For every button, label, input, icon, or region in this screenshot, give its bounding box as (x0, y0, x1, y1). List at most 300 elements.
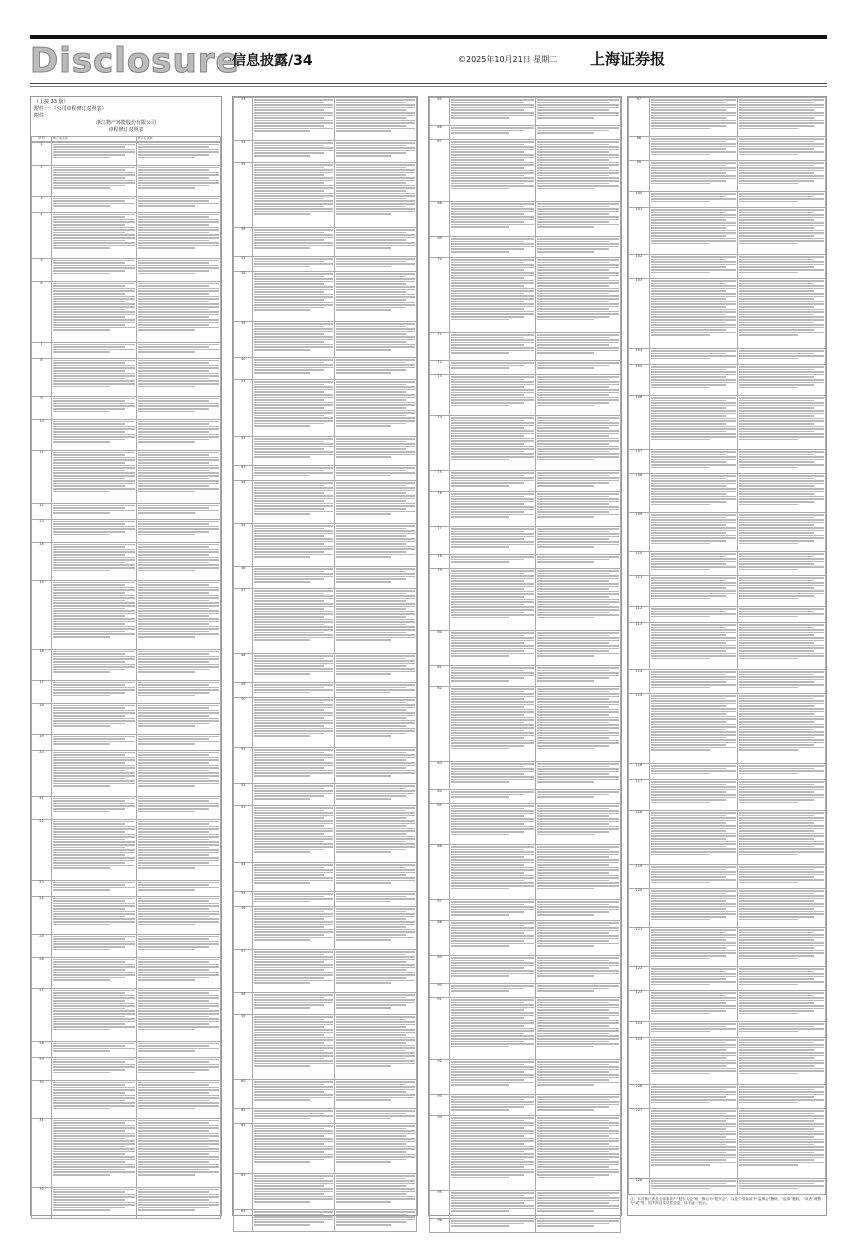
text-line (53, 1102, 135, 1104)
row-index: 100 (629, 192, 650, 208)
text-line (138, 666, 220, 668)
text-line (53, 589, 135, 591)
text-line (336, 882, 391, 884)
text-line (537, 211, 619, 213)
text-line (254, 443, 333, 445)
clause-after (136, 957, 221, 988)
clause-after (535, 900, 620, 921)
row-index: 78 (430, 555, 450, 569)
text-line (651, 193, 736, 195)
text-line (451, 606, 533, 608)
text-line (651, 428, 736, 430)
text-line (651, 976, 736, 978)
text-line (336, 323, 415, 325)
text-line (138, 324, 210, 326)
text-line (336, 1175, 415, 1177)
text-line (537, 575, 619, 577)
text-line (739, 802, 799, 804)
text-line (537, 1171, 619, 1173)
clause-after (335, 1174, 417, 1210)
text-line (739, 1039, 824, 1041)
text-line (537, 862, 619, 864)
text-line (254, 152, 323, 154)
clause-before (52, 212, 137, 258)
text-line (53, 847, 125, 849)
text-line (739, 642, 814, 644)
table-row (234, 863, 417, 892)
clause-after (737, 1038, 825, 1085)
text-line (537, 985, 619, 987)
text-line (336, 167, 405, 169)
clause-before (649, 450, 737, 474)
text-line (739, 679, 824, 681)
text-line (651, 288, 736, 290)
text-line (739, 835, 824, 837)
text-line (138, 977, 210, 979)
text-line (739, 812, 824, 814)
text-line (138, 671, 195, 673)
text-line (739, 225, 824, 227)
text-line (739, 1110, 824, 1112)
text-line (739, 611, 814, 613)
text-line (138, 247, 195, 249)
text-line (651, 655, 736, 657)
text-line (53, 403, 135, 405)
text-line (537, 943, 619, 945)
text-line (336, 291, 405, 293)
text-line (739, 170, 824, 172)
text-line (336, 918, 405, 920)
text-line (254, 1201, 309, 1203)
text-line (651, 433, 736, 435)
text-line (254, 333, 323, 335)
text-line (138, 992, 210, 994)
text-line (651, 109, 726, 111)
text-line (651, 461, 726, 463)
text-line (537, 815, 610, 817)
text-line (651, 797, 736, 799)
row-index: 17 (32, 680, 52, 703)
text-line (53, 865, 135, 867)
text-line (537, 580, 610, 582)
text-line (451, 288, 533, 290)
text-line (53, 805, 135, 807)
text-line (336, 467, 415, 469)
text-line (336, 576, 415, 578)
text-line (138, 664, 220, 666)
clause-after (737, 1022, 825, 1038)
text-line (537, 285, 610, 287)
text-line (336, 344, 415, 346)
text-line (53, 1171, 135, 1173)
text-line (451, 425, 533, 427)
text-line (254, 934, 323, 936)
text-line (739, 952, 824, 954)
text-line (451, 808, 524, 810)
text-line (739, 1000, 824, 1002)
text-line (336, 417, 415, 419)
text-line (336, 1198, 415, 1200)
text-line (336, 1032, 415, 1034)
table-row (234, 1174, 417, 1210)
clause-after (535, 333, 620, 361)
text-line (651, 937, 736, 939)
row-index: 79 (430, 569, 450, 631)
text-line (651, 238, 736, 240)
text-line (537, 290, 619, 292)
text-line (336, 211, 415, 213)
text-line (53, 1089, 135, 1091)
text-line (336, 1034, 405, 1036)
row-index: 47 (234, 589, 253, 654)
text-line (138, 472, 220, 474)
text-line (254, 273, 333, 275)
text-line (138, 523, 210, 525)
text-line (651, 1052, 736, 1054)
text-line (739, 1144, 814, 1146)
text-line (739, 830, 814, 832)
text-line (451, 1223, 524, 1225)
text-line (451, 856, 524, 858)
text-line (138, 362, 210, 364)
table-row (629, 1109, 826, 1179)
table-row (32, 988, 221, 1041)
text-line (651, 493, 726, 495)
row-index: 64 (234, 1210, 253, 1232)
text-line (651, 240, 736, 242)
text-line (739, 322, 814, 324)
text-line (537, 130, 610, 132)
text-line (451, 1200, 533, 1202)
text-line (336, 391, 405, 393)
text-line (537, 1146, 619, 1148)
text-line (451, 384, 533, 386)
clause-after (535, 1060, 620, 1095)
text-line (739, 496, 824, 498)
text-line (651, 212, 726, 214)
text-line (739, 102, 814, 104)
text-line (537, 831, 610, 833)
text-line (53, 918, 135, 920)
text-line (537, 609, 619, 611)
text-line (451, 151, 524, 153)
text-line (254, 812, 333, 814)
text-line (537, 945, 595, 947)
text-line (336, 658, 405, 660)
text-line (336, 807, 415, 809)
text-line (138, 1043, 220, 1045)
text-line (739, 976, 824, 978)
text-line (537, 1220, 619, 1222)
text-line (537, 251, 595, 253)
text-line (451, 206, 524, 208)
text-line (451, 1122, 533, 1124)
text-line (739, 729, 814, 731)
text-line (138, 1122, 210, 1124)
text-line (53, 426, 135, 428)
text-line (537, 653, 619, 655)
text-line (739, 851, 824, 853)
text-line (336, 671, 415, 673)
clause-before (253, 993, 335, 1015)
text-line (451, 475, 524, 477)
text-line (537, 1007, 619, 1009)
text-line (336, 1063, 415, 1065)
text-line (336, 1143, 405, 1145)
text-line (138, 1120, 220, 1122)
clause-before (649, 208, 737, 255)
text-line (138, 1072, 195, 1074)
text-line (138, 831, 210, 833)
text-line (336, 438, 415, 440)
text-line (336, 1188, 415, 1190)
text-line (739, 739, 824, 741)
text-line (451, 834, 509, 836)
text-line (336, 621, 415, 623)
text-line (254, 1224, 309, 1226)
text-line (336, 185, 415, 187)
text-line (254, 283, 323, 285)
table-row (430, 1095, 621, 1116)
text-line (336, 1047, 415, 1049)
text-line (138, 918, 220, 920)
text-line (537, 1061, 619, 1063)
text-line (336, 951, 415, 953)
text-line (53, 849, 135, 851)
text-line (537, 650, 610, 652)
text-line (254, 1060, 333, 1062)
text-line (739, 705, 814, 707)
text-line (651, 1091, 736, 1093)
text-line (53, 1108, 110, 1110)
text-line (739, 198, 824, 200)
row-index: 6 (32, 281, 52, 342)
text-line (537, 496, 610, 498)
text-line (138, 431, 210, 433)
text-line (739, 269, 824, 271)
clause-before (450, 1060, 535, 1095)
text-line (336, 1058, 405, 1060)
text-line (451, 246, 533, 248)
text-line (451, 112, 533, 114)
clause-before (253, 1210, 335, 1232)
text-line (53, 1105, 135, 1107)
text-line (138, 1095, 220, 1097)
text-line (336, 956, 415, 958)
row-index: 5 (32, 258, 52, 281)
text-line (537, 768, 619, 770)
text-line (138, 378, 210, 380)
text-line (254, 278, 333, 280)
text-line (739, 240, 824, 242)
row-index: 3 (32, 196, 52, 212)
text-line (336, 1135, 405, 1137)
text-line (53, 324, 125, 326)
table-row (234, 1210, 417, 1232)
table-title: 章程修订对照表 (108, 127, 144, 133)
text-line (651, 958, 711, 960)
text-line (53, 1159, 135, 1161)
text-line (254, 1178, 323, 1180)
text-line (451, 350, 533, 352)
text-line (138, 311, 220, 313)
text-line (254, 611, 333, 613)
text-line (451, 763, 533, 765)
text-line (254, 833, 323, 835)
text-line (537, 938, 619, 940)
text-line (651, 681, 726, 683)
clause-after (335, 1015, 417, 1080)
text-line (739, 942, 824, 944)
text-line (138, 589, 220, 591)
text-line (53, 1169, 125, 1171)
text-line (138, 669, 210, 671)
text-line (254, 1065, 309, 1067)
text-line (53, 167, 135, 169)
text-line (739, 296, 824, 298)
text-line (451, 264, 533, 266)
text-line (254, 420, 333, 422)
clause-after (335, 380, 417, 437)
row-index: 66 (430, 126, 450, 140)
text-line (739, 319, 824, 321)
clause-after (737, 670, 825, 694)
text-line (451, 1106, 524, 1108)
text-line (138, 457, 220, 459)
text-line (451, 730, 524, 732)
text-line (53, 454, 125, 456)
table-row (430, 1219, 621, 1233)
text-line (451, 337, 524, 339)
text-line (53, 169, 125, 171)
text-line (451, 650, 524, 652)
text-line (254, 924, 333, 926)
text-line (138, 911, 220, 913)
clause-before (52, 1041, 137, 1057)
row-index: 124 (629, 1022, 650, 1038)
text-line (254, 1141, 333, 1143)
clause-before (649, 513, 737, 552)
text-line (739, 797, 824, 799)
text-line (336, 1138, 415, 1140)
text-line (537, 1197, 619, 1199)
text-line (651, 1126, 736, 1128)
text-line (651, 1065, 726, 1067)
clause-before (253, 1124, 335, 1174)
text-line (138, 554, 210, 556)
text-line (537, 1002, 610, 1004)
clause-after (136, 281, 221, 342)
text-line (537, 448, 619, 450)
text-line (138, 865, 220, 867)
clause-after (535, 687, 620, 762)
text-line (336, 600, 405, 602)
text-line (254, 1021, 333, 1023)
text-line (336, 1161, 391, 1163)
text-line (53, 1013, 135, 1015)
text-line (254, 939, 309, 941)
text-line (739, 1102, 799, 1104)
text-line (537, 740, 619, 742)
table-row (430, 416, 621, 471)
text-line (537, 1117, 619, 1119)
text-line (53, 329, 110, 331)
text-line (138, 610, 220, 612)
text-line (53, 351, 110, 353)
text-line (651, 1026, 726, 1028)
text-line (53, 1122, 125, 1124)
text-line (336, 959, 415, 961)
text-line (451, 528, 533, 530)
text-line (651, 869, 726, 871)
text-line (739, 1157, 824, 1159)
text-line (53, 798, 135, 800)
text-line (451, 208, 533, 210)
text-line (739, 483, 824, 485)
text-line (53, 549, 135, 551)
text-line (451, 1009, 524, 1011)
text-line (451, 290, 533, 292)
text-line (336, 182, 405, 184)
text-line (336, 1178, 405, 1180)
text-line (53, 151, 135, 153)
clause-before (52, 1187, 137, 1218)
text-line (254, 1016, 333, 1018)
text-line (739, 624, 824, 626)
text-line (138, 365, 220, 367)
text-line (739, 871, 824, 873)
text-line (336, 815, 415, 817)
text-line (451, 379, 524, 381)
text-line (537, 219, 619, 221)
text-line (53, 428, 135, 430)
text-line (451, 965, 533, 967)
text-line (451, 1096, 533, 1098)
text-line (53, 242, 135, 244)
table-row (629, 450, 826, 474)
text-line (138, 1130, 210, 1132)
text-line (254, 637, 333, 639)
masthead (30, 40, 827, 82)
text-line (451, 593, 533, 595)
text-line (537, 280, 619, 282)
text-line (254, 722, 333, 724)
text-line (651, 480, 736, 482)
table-row (629, 1085, 826, 1109)
text-line (537, 1074, 619, 1076)
text-line (336, 372, 391, 374)
text-line (451, 159, 524, 161)
text-line (537, 433, 619, 435)
text-line (451, 601, 533, 603)
text-line (651, 426, 736, 428)
row-index: 98 (629, 137, 650, 161)
text-line (53, 808, 125, 810)
text-line (739, 1065, 814, 1067)
row-index: 65 (430, 98, 450, 126)
text-line (254, 399, 323, 401)
row-index: 83 (430, 762, 450, 790)
text-line (254, 1037, 333, 1039)
text-line (336, 770, 415, 772)
text-line (53, 767, 135, 769)
clause-after (737, 396, 825, 450)
row-index: 80 (430, 631, 450, 666)
text-line (336, 869, 415, 871)
text-line (53, 154, 125, 156)
text-line (336, 969, 405, 971)
text-line (739, 332, 824, 334)
